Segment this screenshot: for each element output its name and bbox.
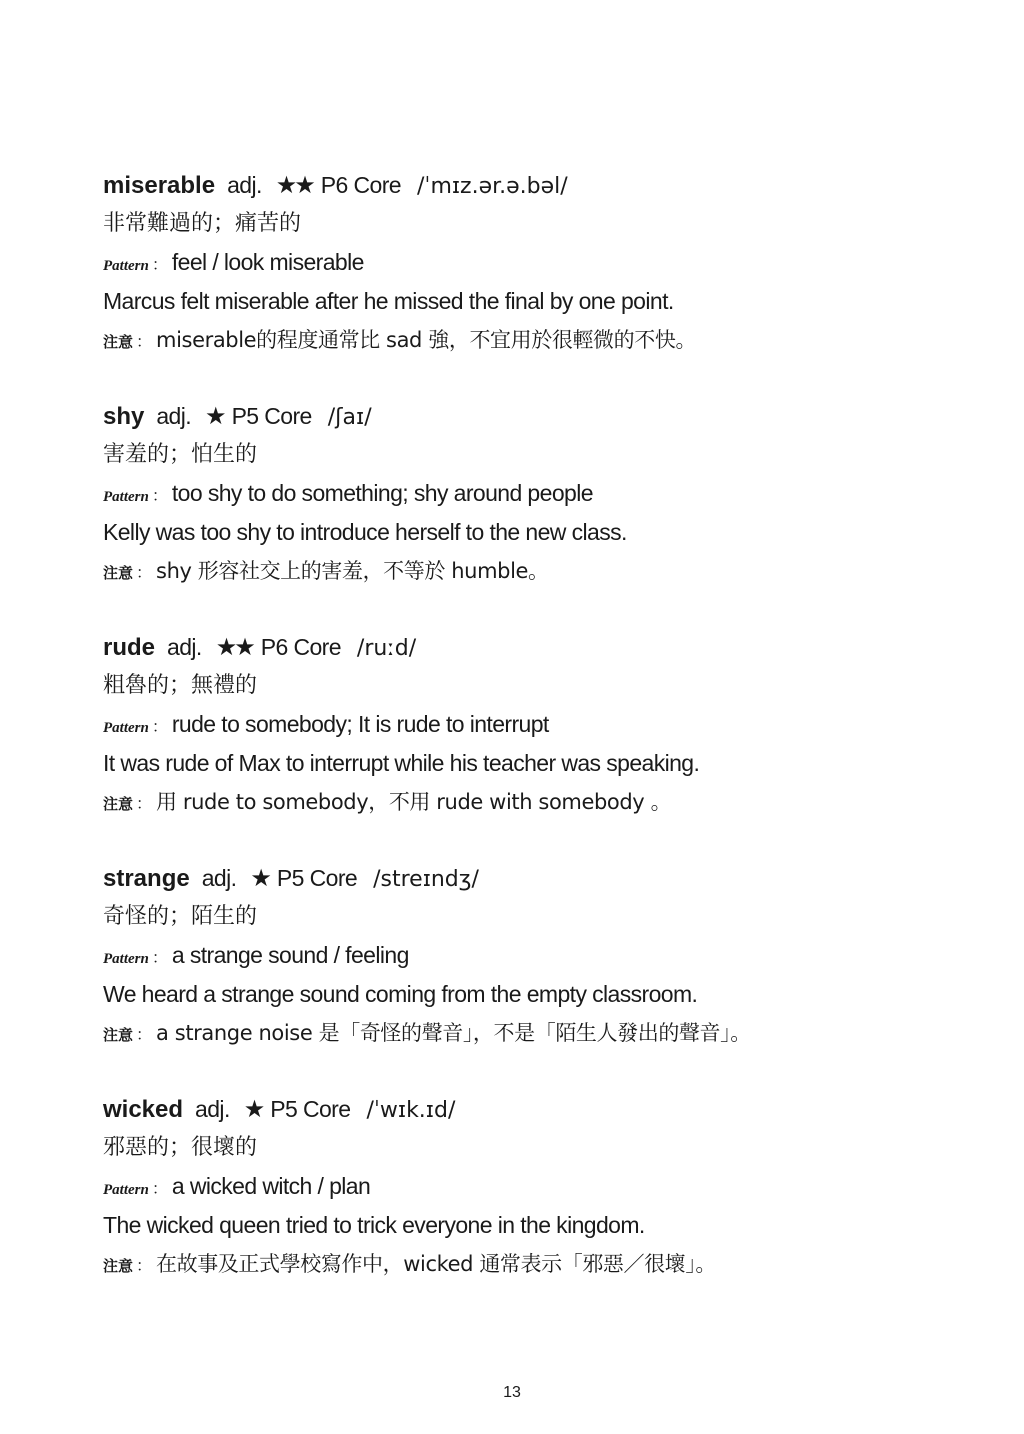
pronunciation: /ˈmɪz.ər.ə.bəl/ bbox=[416, 174, 568, 199]
note-text: miserable的程度通常比 sad 強，不宜用於很輕微的不快。 bbox=[156, 328, 697, 352]
star-rating-icon: ★★ bbox=[215, 634, 253, 661]
chinese-definition: 奇怪的；陌生的 bbox=[103, 903, 258, 929]
pattern-line bbox=[103, 474, 983, 513]
chinese-definition: 害羞的；怕生的 bbox=[103, 441, 258, 467]
pattern-label: Pattern bbox=[103, 951, 149, 967]
label-separator: ： bbox=[136, 796, 153, 813]
entry-header bbox=[103, 166, 983, 205]
pattern-text: rude to somebody; It is rude to interrupt bbox=[171, 711, 549, 737]
note-text: shy 形容社交上的害羞，不等於 humble。 bbox=[156, 559, 549, 583]
example-sentence: The wicked queen tried to trick everyone in the kingdom. bbox=[103, 1211, 645, 1238]
note-label: 注意 bbox=[103, 1026, 134, 1044]
pronunciation: /streɪndʒ/ bbox=[373, 867, 479, 892]
note-text: 在故事及正式學校寫作中，wicked 通常表示「邪惡／很壞」。 bbox=[156, 1252, 717, 1276]
label-separator: ： bbox=[136, 334, 153, 351]
pattern-line bbox=[103, 705, 983, 744]
vocabulary-page bbox=[103, 166, 983, 1321]
example-sentence: Marcus felt miserable after he missed the final by one point. bbox=[103, 287, 674, 314]
pattern-label: Pattern bbox=[103, 720, 149, 736]
example-sentence: Kelly was too shy to introduce herself to the new class. bbox=[103, 518, 627, 545]
pronunciation: /ʃaɪ/ bbox=[327, 405, 372, 430]
vocab-entry bbox=[103, 628, 983, 859]
pattern-label: Pattern bbox=[103, 258, 149, 274]
headword: miserable bbox=[103, 172, 216, 199]
example-sentence: It was rude of Max to interrupt while his teacher was speaking. bbox=[103, 749, 700, 776]
headword: strange bbox=[103, 865, 190, 892]
pronunciation: /ˈwɪk.ɪd/ bbox=[366, 1098, 456, 1123]
note-label: 注意 bbox=[103, 795, 134, 813]
chinese-definition: 邪惡的；很壞的 bbox=[103, 1134, 258, 1160]
star-rating-icon: ★ bbox=[243, 1096, 263, 1123]
page-number: 13 bbox=[503, 1384, 521, 1401]
label-separator: ： bbox=[136, 1258, 153, 1275]
note-label: 注意 bbox=[103, 1257, 134, 1275]
pattern-line bbox=[103, 243, 983, 282]
level-tag: P6 Core bbox=[260, 634, 341, 660]
part-of-speech: adj. bbox=[227, 172, 262, 198]
part-of-speech: adj. bbox=[195, 1096, 230, 1122]
chinese-definition: 粗魯的；無禮的 bbox=[103, 672, 258, 698]
level-tag: P5 Core bbox=[276, 865, 358, 891]
entry-header bbox=[103, 1090, 983, 1129]
headword: rude bbox=[103, 634, 156, 661]
note-line bbox=[103, 1013, 983, 1052]
pattern-label: Pattern bbox=[103, 489, 149, 505]
label-separator: ： bbox=[151, 950, 168, 967]
note-text: 用 rude to somebody，不用 rude with somebody 。 bbox=[156, 790, 672, 814]
label-separator: ： bbox=[136, 565, 153, 582]
pattern-text: a wicked witch / plan bbox=[171, 1173, 371, 1199]
pattern-text: too shy to do something; shy around people bbox=[171, 480, 593, 506]
vocab-entry bbox=[103, 1090, 983, 1321]
level-tag: P6 Core bbox=[320, 172, 401, 198]
level-tag: P5 Core bbox=[270, 1096, 351, 1122]
part-of-speech: adj. bbox=[156, 403, 192, 429]
part-of-speech: adj. bbox=[201, 865, 237, 891]
part-of-speech: adj. bbox=[167, 634, 202, 660]
example-sentence: We heard a strange sound coming from the empty classroom. bbox=[103, 980, 698, 1007]
label-separator: ： bbox=[136, 1027, 153, 1044]
entry-header bbox=[103, 397, 983, 436]
label-separator: ： bbox=[151, 257, 168, 274]
note-label: 注意 bbox=[103, 564, 134, 582]
vocab-entry bbox=[103, 397, 983, 628]
entry-header bbox=[103, 859, 983, 898]
label-separator: ： bbox=[151, 488, 168, 505]
vocab-entry bbox=[103, 166, 983, 397]
note-line bbox=[103, 320, 983, 359]
level-tag: P5 Core bbox=[231, 403, 312, 429]
note-line bbox=[103, 551, 983, 590]
note-text: a strange noise 是「奇怪的聲音」，不是「陌生人發出的聲音」。 bbox=[156, 1021, 751, 1045]
label-separator: ： bbox=[151, 1181, 168, 1198]
entry-header bbox=[103, 628, 983, 667]
note-line bbox=[103, 1244, 983, 1283]
label-separator: ： bbox=[151, 719, 168, 736]
headword: wicked bbox=[103, 1096, 184, 1123]
pattern-text: a strange sound / feeling bbox=[171, 942, 409, 968]
pattern-line bbox=[103, 936, 983, 975]
vocab-entry bbox=[103, 859, 983, 1090]
pattern-line bbox=[103, 1167, 983, 1206]
chinese-definition: 非常難過的；痛苦的 bbox=[103, 210, 302, 236]
note-line bbox=[103, 782, 983, 821]
star-rating-icon: ★ bbox=[205, 403, 224, 430]
note-label: 注意 bbox=[103, 333, 134, 351]
pattern-text: feel / look miserable bbox=[171, 249, 364, 275]
headword: shy bbox=[103, 403, 145, 430]
star-rating-icon: ★ bbox=[250, 865, 269, 892]
pronunciation: /ruːd/ bbox=[356, 636, 417, 661]
star-rating-icon: ★★ bbox=[275, 172, 313, 199]
pattern-label: Pattern bbox=[103, 1182, 149, 1198]
